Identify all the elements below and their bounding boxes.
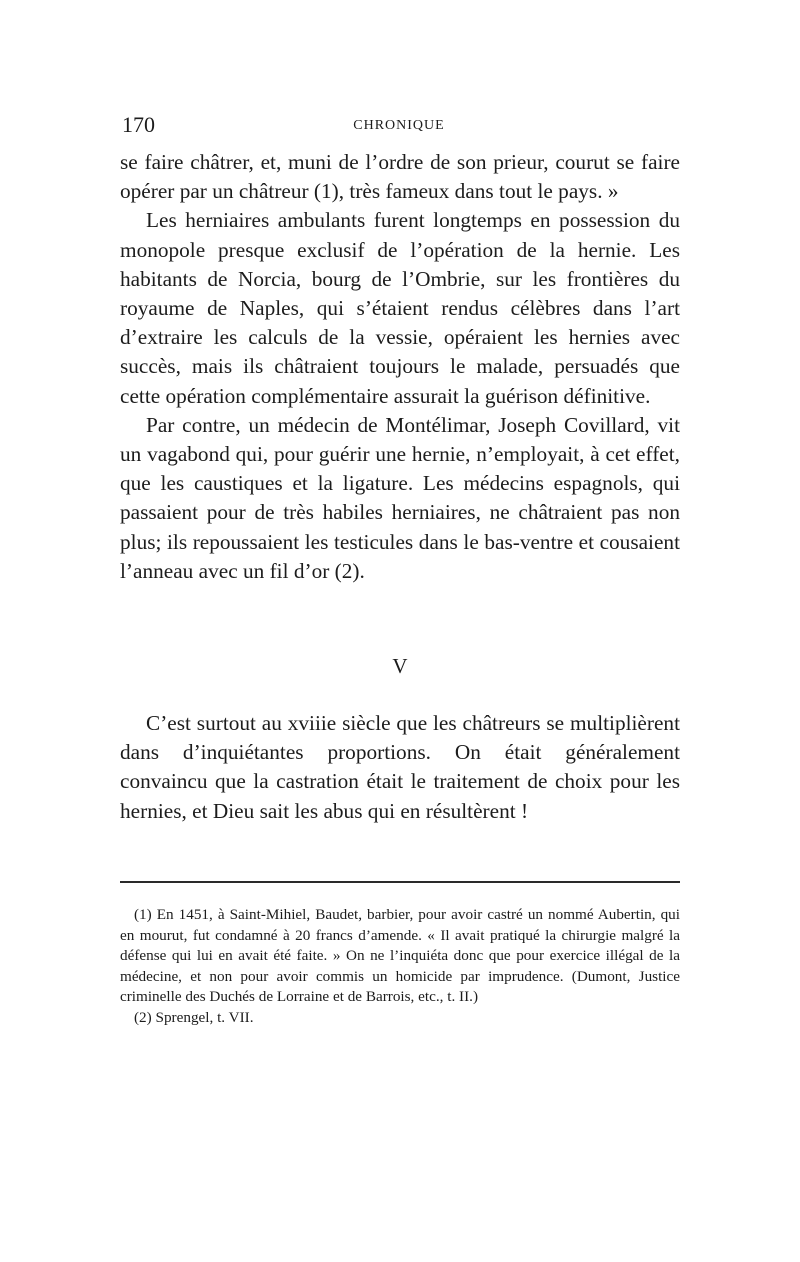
footnote: (2) Sprengel, t. VII. bbox=[134, 1008, 254, 1026]
running-title: CHRONIQUE bbox=[353, 118, 445, 133]
paragraph: C’est surtout au xviiie siècle que les châtreurs se multiplièrent dans d’inquiétantes proportions. On était généralement convaincu que la castration était le traitement de choix pour les hernies, et Dieu sait les abus qui en résultèrent ! bbox=[120, 711, 680, 823]
paragraph: Par contre, un médecin de Montélimar, Joseph Covillard, vit un vagabond qui, pour guérir une hernie, n’employait, à cet effet, que les caustiques et la ligature. Les médecins espagnols, qui passaient pour de très habiles herniaires, ne châtraient pas non plus; ils repoussaient les testicules dans le bas-ventre et cousaient l’anneau avec un fil d’or (2). bbox=[120, 412, 680, 583]
footnotes bbox=[120, 905, 680, 1029]
footnote-divider bbox=[120, 881, 680, 883]
section-text bbox=[120, 709, 680, 826]
main-text bbox=[120, 148, 680, 586]
page-number: 170 bbox=[122, 112, 155, 137]
section-number: V bbox=[392, 654, 408, 678]
paragraph: Les herniaires ambulants furent longtemps en possession du monopole presque exclusif de l’opération de la hernie. Les habitants de Norcia, bourg de l’Ombrie, sur les frontières du royaume de Naples, qui s’étaient rendus célèbres dans l’art d’extraire les calculs de la vessie, opéraient les hernies avec succès, mais ils châtraient toujours le malade, persuadés que cette opération complémentaire assurait la guérison définitive. bbox=[120, 208, 680, 408]
paragraph: se faire châtrer, et, muni de l’ordre de son prieur, courut se faire opérer par un châtreur (1), très fameux dans tout le pays. » bbox=[120, 150, 680, 204]
running-head bbox=[118, 112, 680, 142]
footnote: (1) En 1451, à Saint-Mihiel, Baudet, barbier, pour avoir castré un nommé Aubertin, qui en mourut, fut condamné à 20 francs d’amende. « Il avait pratiqué la chirurgie malgré la défense qui lui en avait été faite. » On ne l’inquiéta donc que pour exercice illégal de la médecine, et non pour avoir commis un homicide par imprudence. (Dumont, Justice criminelle des Duchés de Lorraine et de Barrois, etc., t. II.) bbox=[120, 906, 680, 1006]
